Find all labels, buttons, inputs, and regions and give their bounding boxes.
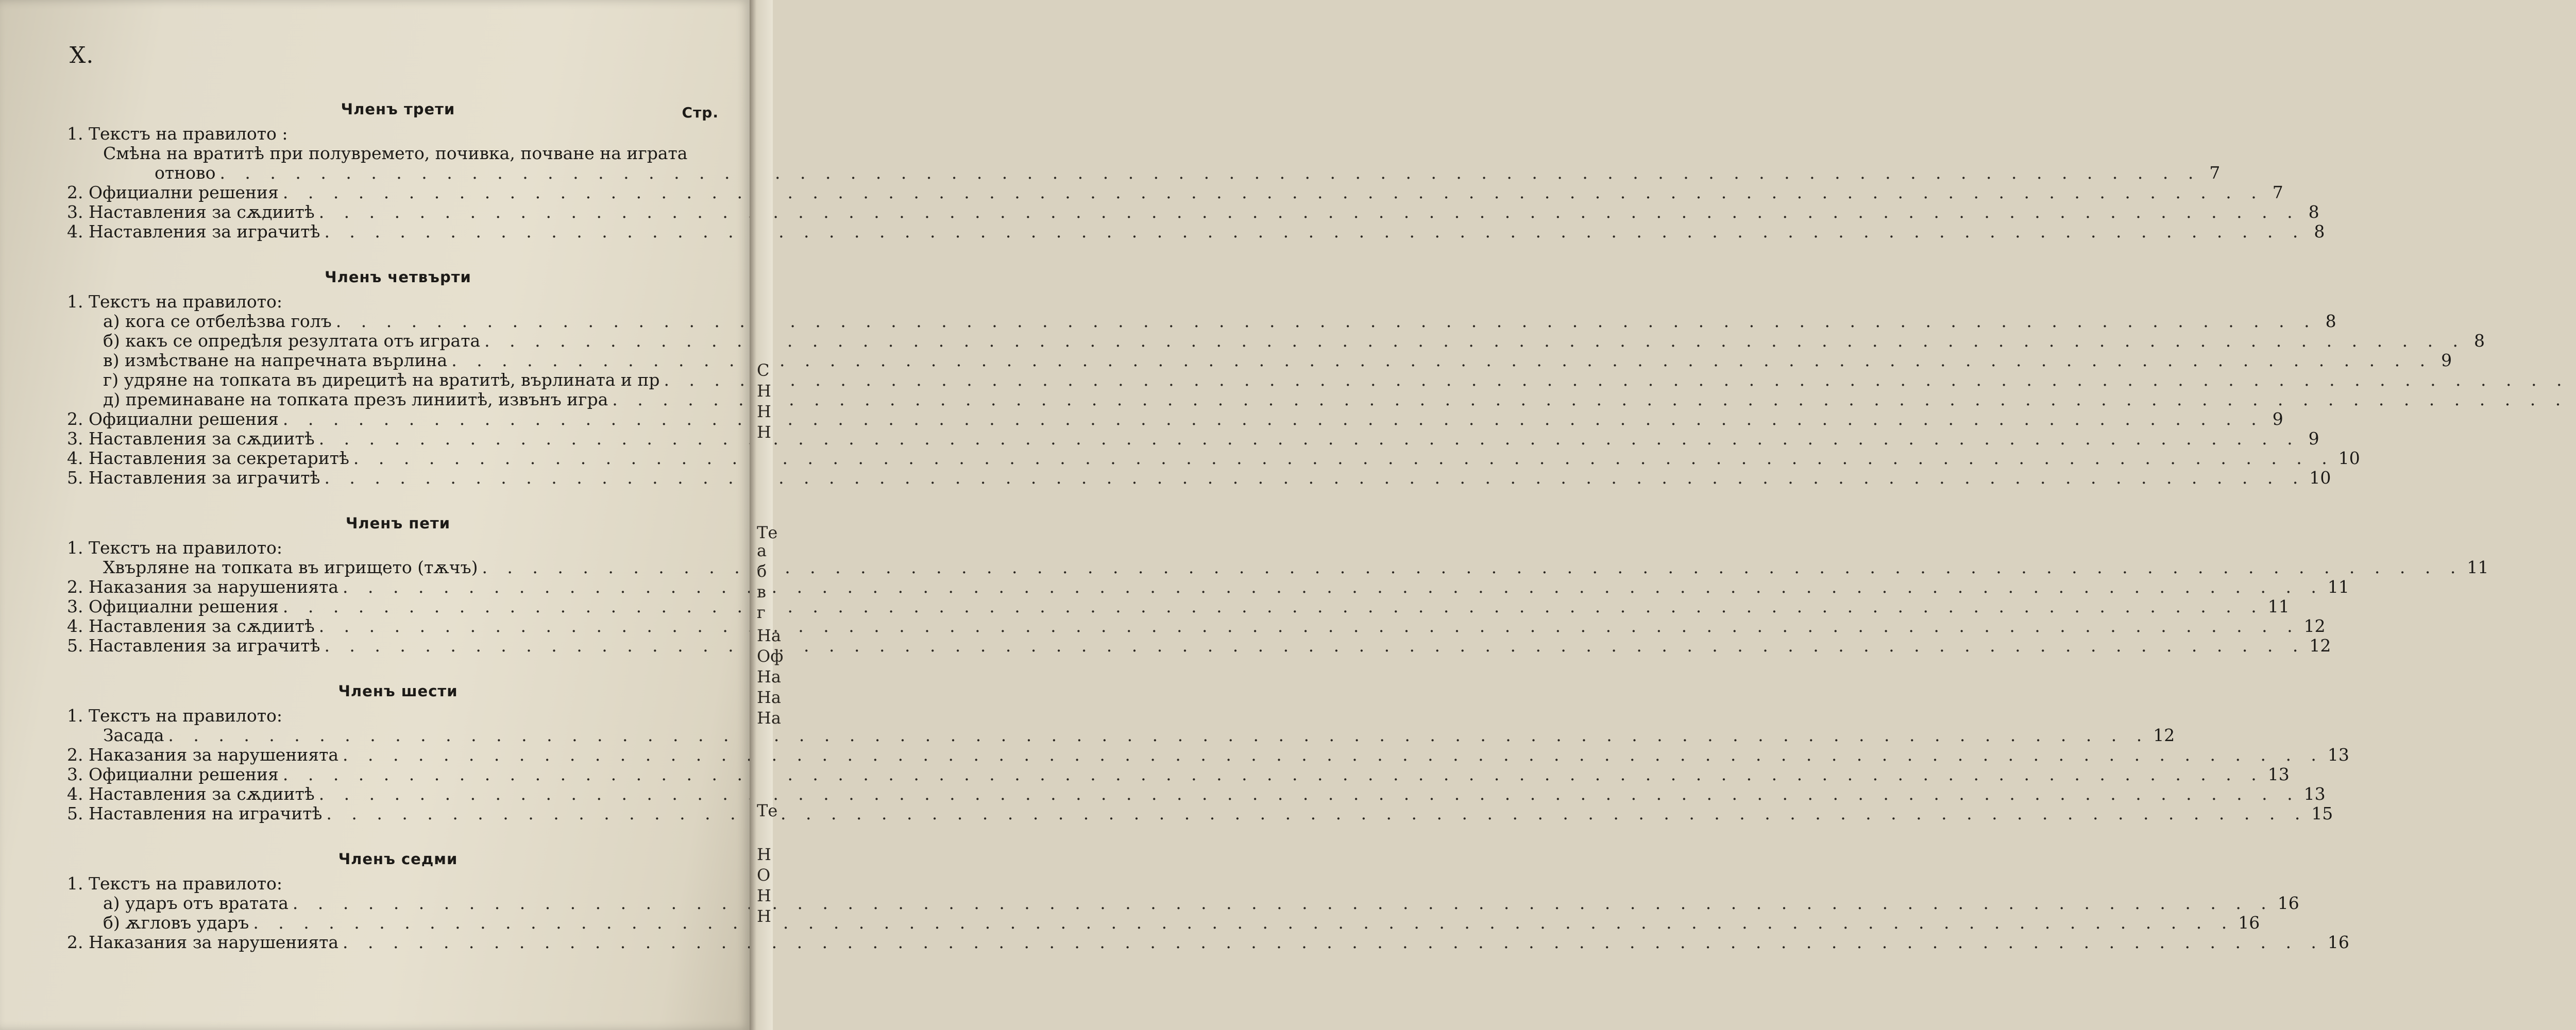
dot-leader	[219, 163, 2200, 183]
toc-entry	[67, 706, 729, 726]
toc-entry	[67, 311, 2336, 331]
toc-entry-label: 4. Наставления за секретаритѣ	[67, 448, 349, 468]
toc-entry-label: 1. Текстъ на правилото:	[67, 291, 282, 312]
toc-entry-label: 2. Наказания за нарушенията	[67, 577, 339, 597]
toc-entry-page: 12	[2153, 725, 2175, 745]
toc-entry	[67, 292, 729, 312]
edge-glyph: б	[757, 561, 767, 581]
toc-entry-page: 7	[2209, 163, 2221, 183]
dot-leader	[336, 312, 2317, 331]
toc-entry	[67, 538, 729, 558]
toc-entry-label: 3. Официални решения	[67, 764, 279, 784]
section-title: Членъ седми	[338, 850, 458, 868]
toc-entry	[67, 468, 2331, 488]
edge-glyph: О	[757, 865, 771, 885]
toc-entry	[67, 745, 2349, 765]
toc-entry-label: б) какъ се опредѣля резултата отъ играта	[103, 331, 481, 351]
toc-entry-label: 3. Официални решения	[67, 596, 279, 616]
toc-entry-page: 10	[2309, 468, 2331, 488]
toc-entry-page: 9	[2441, 350, 2452, 370]
toc-entry-label: 1. Текстъ на правилото:	[67, 873, 282, 894]
toc-entry	[67, 163, 2221, 183]
toc-entry	[67, 874, 729, 894]
toc-entry-label: 2. Наказания за нарушенията	[67, 932, 339, 952]
toc-entry	[67, 764, 2290, 784]
edge-glyph: Н	[757, 402, 771, 421]
toc-entry	[67, 932, 2349, 952]
dot-leader	[283, 765, 2264, 784]
dot-leader	[343, 577, 2324, 597]
toc-entry-label: 4. Наставления за сѫдиитѣ	[67, 616, 315, 636]
dot-leader	[326, 804, 2307, 823]
toc-entry	[67, 409, 2283, 429]
edge-glyph: C	[757, 360, 770, 380]
toc-entry-page: 8	[2325, 311, 2336, 331]
dot-leader	[324, 468, 2305, 488]
dot-leader	[319, 202, 2300, 222]
toc-entry	[67, 448, 2360, 468]
dot-leader	[451, 351, 2432, 370]
dot-leader	[324, 636, 2305, 656]
edge-glyph: На	[757, 708, 781, 728]
section-title: Членъ шести	[338, 682, 458, 700]
toc-entry-label: 1. Текстъ на правилото:	[67, 538, 282, 558]
toc-entry-label: 2. Официални решения	[67, 409, 279, 429]
toc-entry-label: 3. Наставления за сѫдиитѣ	[67, 202, 315, 222]
toc-entry	[67, 124, 729, 144]
toc-entry-page: 12	[2303, 616, 2326, 636]
dot-leader	[343, 933, 2324, 952]
dot-leader	[343, 745, 2324, 765]
toc-entry	[67, 331, 2485, 351]
edge-glyph: г	[757, 603, 766, 622]
edge-glyph: Н	[757, 886, 771, 905]
section-title: Членъ трети	[341, 100, 455, 118]
toc-entry-label: а) кога се отбелѣзва голъ	[103, 311, 332, 331]
dot-leader	[283, 409, 2264, 429]
edge-glyph: Те	[757, 801, 778, 820]
toc-entry-page: 8	[2314, 221, 2325, 242]
edge-glyph: На	[757, 688, 781, 707]
toc-entry-page: 16	[2238, 913, 2260, 933]
toc-entry-page: 9	[2308, 428, 2319, 449]
toc-entry	[67, 784, 2326, 804]
toc-entry-label: б) ѫгловъ ударъ	[103, 913, 249, 933]
page-column-label: Стр.	[682, 104, 719, 121]
edge-glyph: в	[757, 582, 767, 602]
edge-glyph: На	[757, 667, 781, 686]
toc-section	[67, 100, 2325, 242]
toc-entry	[67, 557, 2489, 577]
edge-glyph: Н	[757, 422, 771, 442]
toc-section	[67, 268, 2485, 488]
toc-entry-label: Смѣна на вратитѣ при полувремето, почивка, почване на играта	[103, 143, 688, 163]
dot-leader	[664, 370, 2576, 390]
edge-glyph: Те	[757, 523, 778, 542]
toc-section	[67, 514, 2489, 656]
toc-entry-label: 1. Текстъ на правилото:	[67, 706, 282, 726]
toc-entry-label: 3. Наставления за сѫдиитѣ	[67, 428, 315, 449]
toc-entry	[67, 144, 729, 163]
toc-entry	[67, 182, 2283, 202]
edge-glyph: Оф	[757, 646, 784, 666]
facing-page-edge	[750, 0, 784, 1030]
toc-section	[67, 682, 2349, 823]
toc-entry-page: 8	[2474, 331, 2485, 351]
toc-entry-page: 16	[2277, 893, 2299, 913]
toc-entry-page: 11	[2467, 557, 2489, 577]
toc-entry	[67, 616, 2326, 636]
toc-entry	[67, 390, 729, 409]
toc-entry-label: 1. Текстъ на правилото :	[67, 124, 288, 144]
toc-entry	[67, 202, 2319, 222]
toc-entry-label: Засада	[103, 725, 164, 745]
toc-entry-page: 13	[2303, 784, 2326, 804]
dot-leader	[253, 913, 2234, 933]
edge-glyph: Н	[757, 845, 771, 864]
toc-entry-label: в) измѣстване на напречната върлина	[103, 350, 448, 370]
toc-entry-page: 16	[2327, 932, 2349, 952]
toc-entry	[67, 913, 2260, 933]
toc-entry-label: 4. Наставления за сѫдиитѣ	[67, 784, 315, 804]
toc-entry	[67, 221, 2325, 242]
toc-entry	[67, 893, 2299, 913]
table-of-contents	[67, 100, 2489, 979]
toc-entry-label: отново	[155, 163, 216, 183]
toc-entry-label: 5. Наставления на играчитѣ	[67, 803, 323, 823]
toc-section	[67, 850, 2349, 952]
edge-glyph: а	[757, 541, 767, 560]
dot-leader	[353, 449, 2334, 468]
edge-glyph: Н	[757, 381, 771, 401]
section-title: Членъ пети	[345, 514, 451, 532]
toc-entry-label: 5. Наставления за играчитѣ	[67, 636, 320, 656]
toc-entry	[67, 370, 729, 390]
dot-leader	[482, 558, 2463, 577]
toc-entry-page: 15	[2311, 803, 2333, 823]
toc-entry	[67, 577, 2349, 597]
toc-entry-label: Хвърляне на топката въ игрището (тѫчъ)	[103, 557, 478, 577]
toc-entry-page: 13	[2327, 745, 2349, 765]
toc-entry	[67, 428, 2319, 449]
toc-entry-page: 7	[2272, 182, 2283, 202]
toc-entry	[67, 596, 2290, 616]
dot-leader	[319, 784, 2300, 804]
toc-entry-page: 8	[2308, 202, 2319, 222]
dot-leader	[319, 616, 2300, 636]
dot-leader	[324, 222, 2305, 242]
dot-leader	[319, 429, 2300, 449]
toc-entry-label: г) удряне на топката въ дирецитѣ на вратитѣ, върлината и пр	[103, 370, 660, 390]
toc-entry	[67, 350, 2452, 370]
toc-entry-page: 10	[2338, 448, 2360, 468]
dot-leader	[283, 183, 2264, 202]
section-title: Членъ четвърти	[325, 268, 471, 286]
toc-entry	[67, 725, 2175, 745]
toc-entry-label: 2. Наказания за нарушенията	[67, 745, 339, 765]
toc-entry-page: 11	[2267, 596, 2290, 616]
toc-entry-label: 5. Наставления за играчитѣ	[67, 468, 320, 488]
edge-glyph: Н	[757, 906, 771, 926]
toc-entry-label: 2. Официални решения	[67, 182, 279, 202]
toc-entry-label: д) преминаване на топката презъ линиитѣ, извънъ игра	[103, 389, 608, 409]
toc-entry-label: а) ударъ отъ вратата	[103, 893, 289, 913]
page-number: X.	[70, 42, 94, 68]
toc-entry-page: 13	[2267, 764, 2290, 784]
edge-glyph: На	[757, 626, 781, 645]
dot-leader	[484, 331, 2465, 351]
toc-entry-label: 4. Наставления за играчитѣ	[67, 221, 320, 242]
toc-entry-page: 9	[2272, 409, 2283, 429]
toc-entry-page: 11	[2327, 577, 2349, 597]
dot-leader	[168, 726, 2149, 745]
toc-entry-page: 12	[2309, 636, 2331, 656]
dot-leader	[293, 894, 2274, 913]
dot-leader	[283, 597, 2264, 616]
dot-leader	[612, 390, 2576, 409]
